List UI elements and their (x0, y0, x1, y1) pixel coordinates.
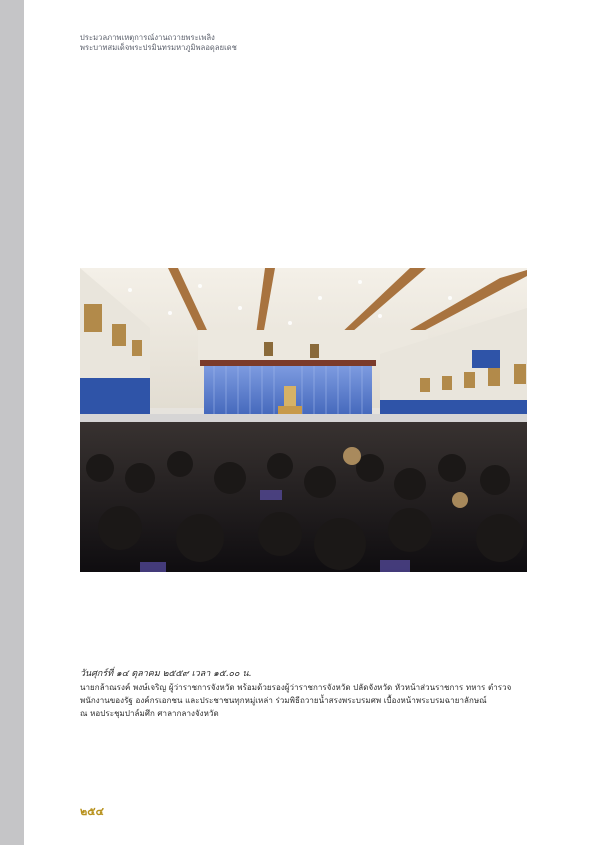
wall-portrait (84, 304, 102, 332)
stage-valance (200, 360, 376, 366)
portrait-frame (264, 342, 273, 356)
wall-portrait (132, 340, 142, 356)
photo-caption (80, 668, 530, 720)
caption-date: วันศุกร์ที่ ๑๔ ตุลาคม ๒๕๕๙ เวลา ๑๕.๐๐ น. (80, 669, 252, 679)
left-windows (80, 378, 150, 414)
page-number: ๒๕๔ (80, 805, 104, 818)
ceremony-photo (80, 268, 527, 572)
header-line-1: ประมวลภาพเหตุการณ์งานถวายพระเพลิง (80, 33, 215, 42)
caption-line-1: นายกล้าณรงค์ พงษ์เจริญ ผู้ว่าราชการจังหวัด พร้อมด้วยรองผู้ว่าราชการจังหวัด ปลัดจังหวัด หัวหน้าส่วนราชการ ทหาร ตำรวจ (80, 683, 512, 692)
caption-line-2: พนักงานของรัฐ องค์กรเอกชน และประชาชนทุกหมู่เหล่า ร่วมพิธีถวายน้ำสรงพระบรมศพ เบื้องหน้าพระบรมฉายาลักษณ์ (80, 696, 487, 705)
hall-illustration (80, 268, 527, 572)
wall-portrait (112, 324, 126, 346)
left-margin-band (0, 0, 24, 845)
caption-line-3: ณ หอประชุมปาล์มศึก ศาลากลางจังหวัด (80, 709, 219, 718)
altar-portrait (284, 386, 296, 408)
portrait-frame (310, 344, 319, 358)
running-header (80, 33, 380, 53)
header-line-2: พระบาทสมเด็จพระปรมินทรมหาภูมิพลอดุลยเดช (80, 43, 237, 52)
white-shirts-row (80, 414, 527, 422)
